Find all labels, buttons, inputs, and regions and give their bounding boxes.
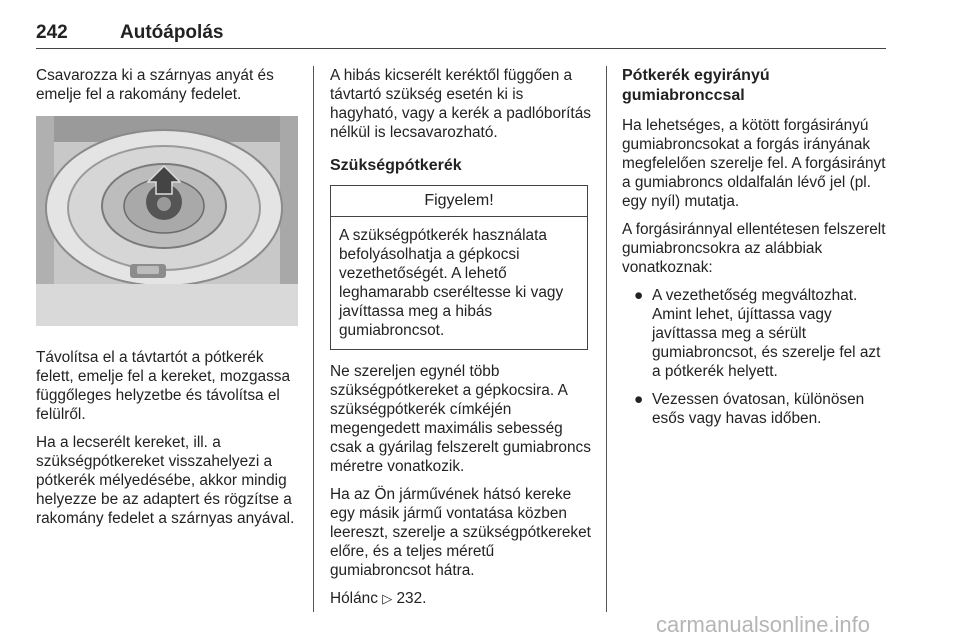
page-header: [36, 22, 886, 49]
list-item: [622, 390, 890, 428]
cross-reference[interactable]: [330, 589, 592, 608]
paragraph: Csavarozza ki a szárnyas anyát és emelje fel a rakomány fedelet.: [36, 67, 274, 103]
xref-arrow-icon: ▷: [382, 591, 393, 606]
watermark: carmanualsonline.info: [656, 612, 871, 637]
column-2: [330, 66, 592, 617]
section-heading: Pótkerék egyirányú gumiabronccsal: [622, 67, 770, 104]
bullet-icon: ●: [634, 391, 644, 408]
bullet-list: [622, 286, 890, 428]
list-item-text: Vezessen óvatosan, különösen esős vagy havas időben.: [652, 391, 865, 427]
paragraph: Ha lehetséges, a kötött forgásirányú gumiabroncsokat a forgás irányának megfelelően szerelje fel. A forgásirányt a gumiabroncs oldalfalán lévő jel (pl. egy nyíl) mutatja.: [622, 117, 886, 210]
paragraph: Távolítsa el a távtartót a pótkerék felett, emelje fel a kereket, mozgassa függőleges helyzetbe és távolítsa el felülről.: [36, 349, 291, 423]
chapter-title: Autóápolás: [120, 22, 224, 43]
warning-box: [330, 185, 588, 350]
column-1: [36, 66, 302, 537]
warning-title: Figyelem!: [331, 186, 587, 217]
xref-label: Hólánc: [330, 590, 378, 607]
column-3: [622, 66, 890, 437]
column-divider: [313, 66, 314, 612]
paragraph: Ha az Ön járművének hátsó kereke egy másik jármű vontatása közben leereszt, szerelje a szükségpótkereket előre, és a teljes méretű gumiabroncsot hátra.: [330, 486, 591, 579]
warning-text: A szükségpótkerék használata befolyásolhatja a gépkocsi vezethetőségét. A lehető leghamarabb cseréltesse ki vagy javíttassa meg a hibás gumiabroncsot.: [339, 227, 564, 339]
page-number: 242: [36, 22, 68, 43]
list-item-text: A vezethetőség megváltozhat. Amint lehet, újíttassa vagy javíttassa meg a sérült gumiabroncsot, és szerelje fel azt a pótkerék helyett.: [652, 287, 881, 380]
paragraph: A hibás kicserélt keréktől függően a távtartó szükség esetén ki is hagyható, vagy a kerék a padlóborítás nélkül is lecsavarozható.: [330, 67, 591, 141]
paragraph: Ne szereljen egynél több szükségpótkereket a gépkocsira. A szükségpótkerék címkéjén megengedett maximális sebesség csak a gyárilag felszerelt gumiabroncs méretre vonatkozik.: [330, 363, 591, 475]
paragraph: A forgásiránnyal ellentétesen felszerelt gumiabroncsokra az alábbiak vonatkoznak:: [622, 221, 886, 276]
spare-wheel-photo: [36, 116, 298, 326]
column-divider: [606, 66, 607, 612]
section-heading: Szükségpótkerék: [330, 157, 462, 174]
bullet-icon: ●: [634, 287, 644, 304]
list-item: [622, 286, 890, 381]
paragraph: Ha a lecserélt kereket, ill. a szükségpótkereket visszahelyezi a pótkerék mélyedésébe, akkor mindig helyezze be az adaptert és rögzítse a rakomány fedelet a szárnyas anyával.: [36, 434, 295, 527]
xref-page: 232.: [396, 590, 427, 607]
